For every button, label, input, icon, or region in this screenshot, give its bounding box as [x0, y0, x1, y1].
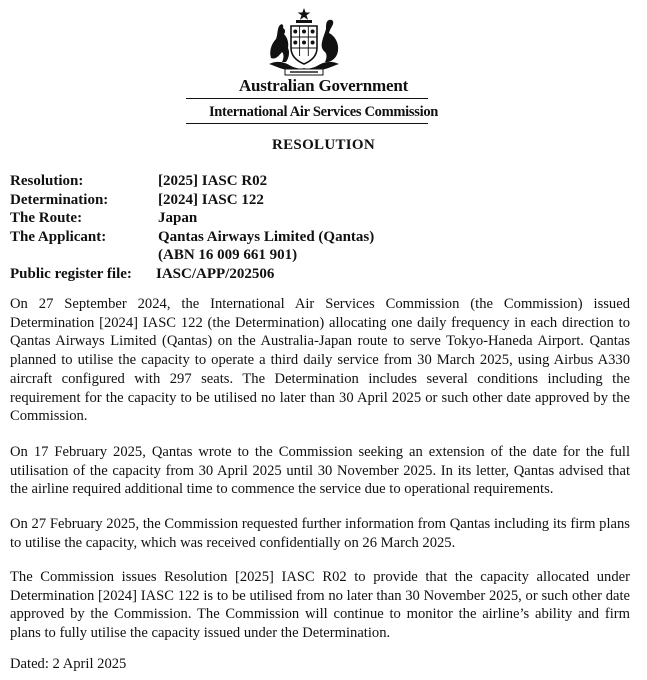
determination-label: Determination:	[10, 191, 109, 208]
commission-divider	[186, 123, 428, 124]
body-paragraph-4: The Commission issues Resolution [2025] IASC R02 to provide that the capacity allocated under Determination [2024] IASC 122 is to be utilised from no later than 30 November 2025, or such other date approved by the Commission. The Commission will continue to monitor the airline’s ability and firm plans to fully utilise the capacity issued under the Determination.	[10, 569, 630, 642]
body-paragraph-1: On 27 September 2024, the International Air Services Commission (the Commission) issued Determination [2024] IASC 122 (the Determination) allocating one daily frequency in each direction to Qantas Airways Limited (Qantas) on the Australia-Japan route to serve Tokyo-Haneda Airport. Qantas planned to utilise the capacity to operate a third daily service from 30 March 2025, using Airbus A330 aircraft configured with 297 seats. The Determination includes several conditions including the requirement for the capacity to be utilised no later than 30 April 2025 or such other date approved by the Commission.	[10, 296, 630, 425]
coat-of-arms-icon	[263, 6, 345, 76]
applicant-label: The Applicant:	[10, 228, 107, 245]
resolution-label: Resolution:	[10, 173, 84, 189]
body-paragraph-2: On 17 February 2025, Qantas wrote to the Commission seeking an extension of the date for the full utilisation of the capacity from 30 April 2025 until 30 November 2025. In its letter, Qantas advised that the airline required additional time to commence the service due to operational requirements.	[10, 444, 630, 498]
register-value: IASC/APP/202506	[156, 265, 275, 282]
resolution-value: [2025] IASC R02	[158, 173, 268, 189]
dated-line: Dated: 2 April 2025	[10, 656, 127, 672]
resolution-heading: RESOLUTION	[271, 137, 376, 153]
applicant-abn: (ABN 16 009 661 901)	[158, 247, 298, 263]
route-value: Japan	[158, 210, 198, 226]
determination-value: [2024] IASC 122	[158, 191, 264, 208]
applicant-value: Qantas Airways Limited (Qantas)	[158, 228, 375, 245]
government-title: Australian Government	[238, 76, 409, 95]
register-label: Public register file:	[10, 265, 132, 282]
body-paragraph-3: On 27 February 2025, the Commission requested further information from Qantas including its firm plans to utilise the capacity, which was received confidentially on 26 March 2025.	[10, 516, 630, 551]
route-label: The Route:	[10, 210, 83, 226]
title-divider	[186, 98, 428, 99]
commission-name: International Air Services Commission	[208, 104, 439, 120]
